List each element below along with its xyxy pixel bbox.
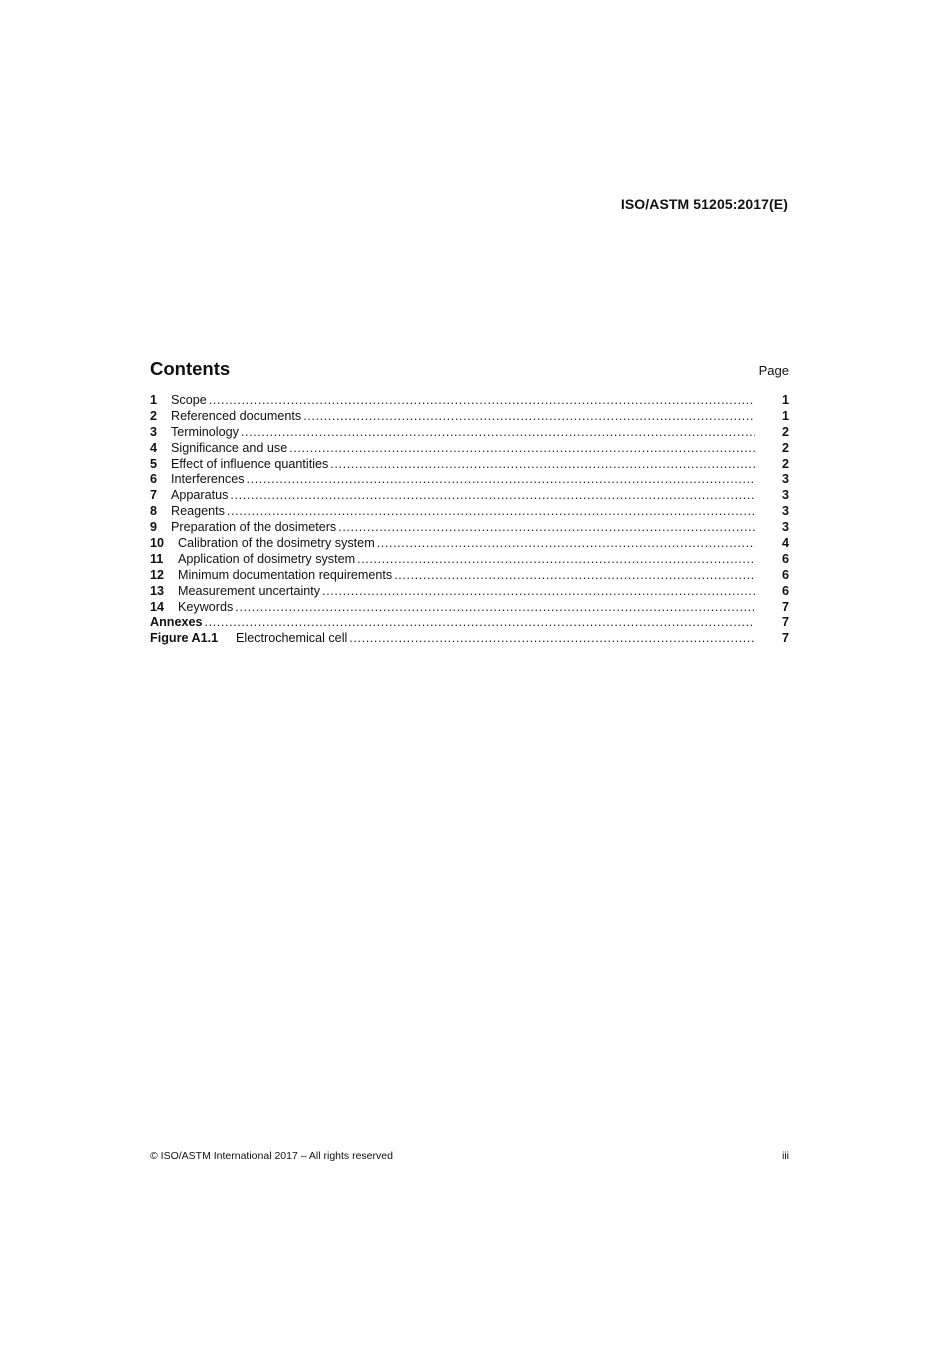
- toc-entry-title[interactable]: Application of dosimetry system: [178, 551, 356, 566]
- toc-entry-interferences[interactable]: [150, 472, 789, 488]
- contents-title: Contents: [150, 358, 231, 379]
- toc-entry-title[interactable]: Calibration of the dosimetry system: [178, 536, 375, 551]
- toc-entry-title[interactable]: Annexes: [150, 615, 203, 630]
- toc-entry-number: 2: [150, 408, 158, 423]
- toc-entry-page: 3: [781, 472, 789, 487]
- toc-entry-number: 13: [150, 583, 165, 598]
- toc-entry-significance-and-use[interactable]: [150, 441, 789, 457]
- table-of-contents: [150, 393, 789, 647]
- toc-entry-number: 9: [150, 520, 158, 535]
- toc-entry-title[interactable]: Referenced documents: [171, 408, 302, 423]
- toc-entry-title[interactable]: Minimum documentation requirements: [178, 567, 393, 582]
- toc-entry-title[interactable]: Interferences: [171, 472, 245, 487]
- dot-leader: [338, 520, 755, 536]
- toc-entry-referenced-documents[interactable]: [150, 409, 789, 425]
- dot-leader: [241, 425, 755, 441]
- dot-leader: [377, 536, 755, 552]
- dot-leader: [330, 457, 755, 473]
- dot-leader: [227, 504, 755, 520]
- dot-leader: [303, 409, 755, 425]
- toc-entry-number: 3: [150, 424, 158, 439]
- dot-leader: [289, 441, 755, 457]
- dot-leader: [209, 393, 755, 409]
- toc-entry-page: 2: [781, 456, 789, 471]
- dot-leader: [394, 568, 755, 584]
- toc-entry-reagents[interactable]: [150, 504, 789, 520]
- page-column-label: Page: [758, 363, 789, 378]
- toc-entry-apparatus[interactable]: [150, 488, 789, 504]
- toc-entry-page: 3: [781, 504, 789, 519]
- toc-entry-number: 10: [150, 536, 165, 551]
- toc-entry-application-of-dosimetry-system[interactable]: [150, 552, 789, 568]
- toc-entry-number: 11: [150, 551, 164, 566]
- toc-entry-number: 14: [150, 599, 165, 614]
- toc-entry-page: 3: [781, 488, 789, 503]
- toc-entry-title[interactable]: Measurement uncertainty: [178, 583, 321, 598]
- toc-entry-title[interactable]: Keywords: [178, 599, 234, 614]
- toc-entry-minimum-documentation-requirements[interactable]: [150, 568, 789, 584]
- toc-entry-terminology[interactable]: [150, 425, 789, 441]
- toc-entry-page: 3: [781, 520, 789, 535]
- toc-entry-title[interactable]: Electrochemical cell: [236, 631, 348, 646]
- toc-entry-title[interactable]: Effect of influence quantities: [171, 456, 329, 471]
- dot-leader: [322, 584, 755, 600]
- dot-leader: [357, 552, 755, 568]
- toc-entry-page: 1: [781, 393, 789, 407]
- toc-entry-page: 6: [781, 567, 789, 582]
- toc-entry-page: 7: [781, 631, 789, 646]
- toc-entry-title[interactable]: Reagents: [171, 504, 225, 519]
- toc-entry-page: 2: [781, 424, 789, 439]
- toc-entry-keywords[interactable]: [150, 600, 789, 616]
- dot-leader: [349, 631, 755, 647]
- toc-entry-preparation-of-the-dosimeters[interactable]: [150, 520, 789, 536]
- toc-entry-number: 8: [150, 504, 158, 519]
- toc-entry-measurement-uncertainty[interactable]: [150, 584, 789, 600]
- contents-header: [150, 358, 789, 382]
- toc-entry-number: 7: [150, 488, 158, 503]
- toc-entry-number: 6: [150, 472, 158, 487]
- dot-leader: [230, 488, 755, 504]
- toc-entry-annexes[interactable]: [150, 615, 789, 631]
- toc-entry-page: 6: [781, 551, 789, 566]
- toc-entry-number: 1: [150, 393, 158, 407]
- toc-entry-number: Figure A1.1: [150, 631, 219, 646]
- toc-entry-number: 12: [150, 567, 165, 582]
- toc-entry-page: 2: [781, 440, 789, 455]
- toc-entry-title[interactable]: Apparatus: [171, 488, 229, 503]
- copyright-notice: © ISO/ASTM International 2017 – All rights reserved: [150, 1150, 393, 1162]
- toc-entry-page: 7: [781, 615, 789, 630]
- toc-entry-number: 5: [150, 456, 158, 471]
- page-number: iii: [782, 1150, 789, 1162]
- toc-entry-page: 7: [781, 599, 789, 614]
- toc-entry-title[interactable]: Scope: [171, 393, 207, 407]
- dot-leader: [235, 600, 755, 616]
- dot-leader: [205, 615, 756, 631]
- document-id: ISO/ASTM 51205:2017(E): [620, 196, 788, 212]
- toc-entry-figure-a1-1[interactable]: [150, 631, 789, 647]
- toc-entry-effect-of-influence-quantities[interactable]: [150, 457, 789, 473]
- toc-entry-number: 4: [150, 440, 158, 455]
- toc-entry-page: 6: [781, 583, 789, 598]
- toc-entry-title[interactable]: Terminology: [171, 424, 239, 439]
- toc-entry-calibration-of-the-dosimetry-system[interactable]: [150, 536, 789, 552]
- toc-entry-page: 4: [781, 536, 789, 551]
- toc-entry-scope[interactable]: [150, 393, 789, 409]
- toc-entry-title[interactable]: Significance and use: [171, 440, 288, 455]
- dot-leader: [247, 472, 755, 488]
- toc-entry-title[interactable]: Preparation of the dosimeters: [171, 520, 337, 535]
- toc-entry-page: 1: [781, 408, 789, 423]
